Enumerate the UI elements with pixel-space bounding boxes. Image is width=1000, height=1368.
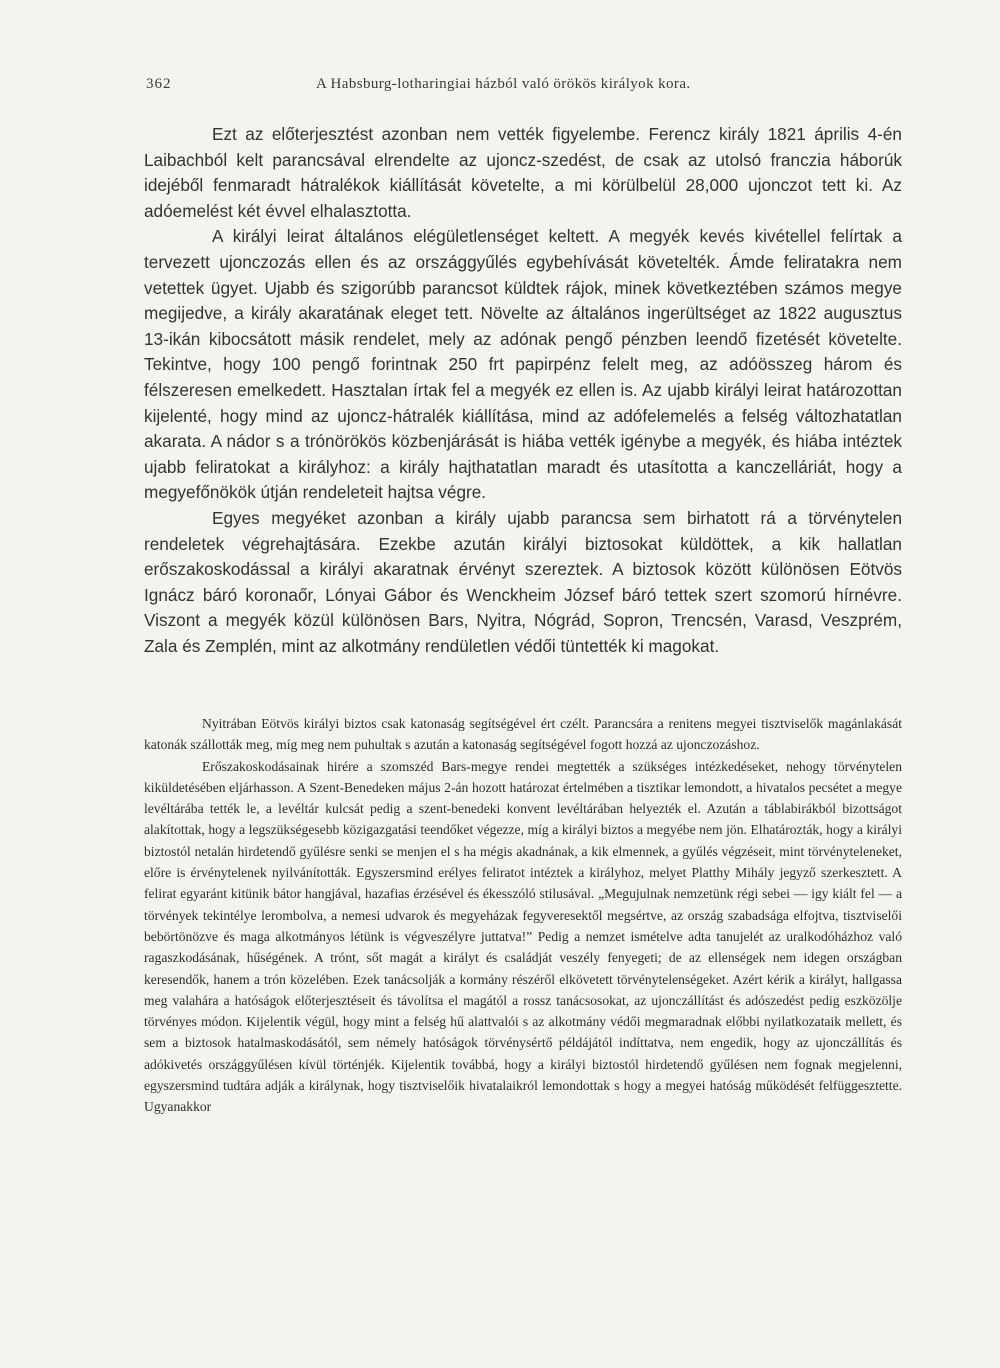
body-paragraph: Ezt az előterjesztést azonban nem vették figyelembe. Ferencz király 1821 április 4-én Laibachból kelt parancsával elrendelte az ujoncz-szedést, de csak az utolsó franczia háborúk idejéből fenmaradt hátralékok kiállítását követelte, a mi körülbelül 28,000 ujonczot tett ki. Az adóemelést két évvel elhalasztotta. [144, 124, 902, 221]
page-header [146, 76, 906, 100]
footnote-paragraph: Nyitrában Eötvös királyi biztos csak katonaság segítségével ért czélt. Parancsára a renitens megyei tisztviselők magánlakását katonák szállották meg, míg meg nem puhultak s azután a katonaság segítségével fogott hozzá az ujonczozáshoz. [144, 716, 902, 753]
running-title: A Habsburg-lotharingiai házból való örökös királyok kora. [316, 76, 691, 92]
body-paragraph: A királyi leirat általános elégületlenséget keltett. A megyék kevés kivétellel felírtak a tervezett ujonczozás ellen és az országgyűlés egybehívását követelték. Ámde feliratakra nem vetettek ügyet. Ujabb és szigorúbb parancsot küldtek rájok, minek következtében számos megye megijedve, a király akaratának eleget tett. Növelte az általános ingerültséget az 1822 augusztus 13-ikán kibocsátott másik rendelet, mely az adónak pengő pénzben leendő fizetését követelte. Tekintve, hogy 100 pengő forintnak 250 frt papirpénz felelt meg, az adóösszeg három és félszeresen emelkedett. Hasztalan írtak fel a megyék ez ellen is. Az ujabb királyi leirat határozottan kijelenté, hogy mind az ujoncz-hátralék kiállítása, mind az adófelemelés a felség változhatatlan akarata. A nádor s a trónörökös közbenjárását is hiába vették igénybe a megyék, és hiába intéztek ujabb feliratokat a királyhoz: a király hajthatatlan maradt és utasította a kanczelláriát, hogy a megyefőnökök útján rendeleteit hajtsa végre. [144, 226, 902, 503]
page-number: 362 [146, 76, 172, 92]
body-paragraph: Egyes megyéket azonban a király ujabb parancsa sem birhatott rá a törvénytelen rendeletek végrehajtására. Ezekbe azután királyi biztosokat küldöttek, a kik hallatlan erőszakoskodással a királyi akaratnak érvényt szereztek. A biztosok között különösen Eötvös Ignácz báró koronaőr, Lónyai Gábor és Wenckheim József báró tettek szert szomorú hírnévre. Viszont a megyék közül különösen Bars, Nyitra, Nógrád, Sopron, Trencsén, Varasd, Veszprém, Zala és Zemplén, mint az alkotmány rendületlen védői tüntették ki magokat. [144, 507, 902, 656]
footnote-paragraph: Erőszakoskodásainak hirére a szomszéd Bars-megye rendei megtették a szükséges intézkedéseket, nehogy törvénytelen kiküldetésében eljárhasson. A Szent-Benedeken május 2-án hozott határozat értelmében a tisztikar lemondott, a hivatalos pecsétet a megye levéltárába tették le, a levéltár kulcsát pedig a szent-benedeki konvent levéltárában helyezték el. Azután a táblabirákból bizottságot alakítottak, hogy a legszükségesebb közigazgatási teendőket végezze, míg a királyi biztos a megyébe nem jön. Elhatározták, hogy a királyi biztostól netalán hirdetendő gyűlésre senki se menjen el s ha mégis akadnának, a kik elmennek, a gyűlés végzéseit, mint törvényteleneket, előre is érvénytelenek nyilvánították. Egyszersmind erélyes feliratot intéztek a királyhoz, melyet Platthy Mihály jegyző szerkesztett. A felirat egyaránt kitünik bátor hangjával, hazafias érzésével és ékesszóló stilusával. „Megujulnak nemzetünk régi sebei — igy kiált fel — a törvények tekintélye lerombolva, a nemesi udvarok és megyeházak fegyveresektől megsértve, az ország szabadsága elfojtva, tisztviselői bebörtönözve és maga alkotmányos létünk is végveszélyre juttatva!” Pedig a nemzet ismételve adta tanujelét az uralkodóházhoz való ragaszkodásának, hűségének. A trónt, sőt magát a királyt és családját veszély fenyegeti; de az ellenségek nem idegen országban keresendők, hanem a trón közelében. Ezek tanácsolják a kormány részéről elkövetett törvénytelenségeket. Azért kérik a királyt, hallgassa meg valahára a hatóságok előterjesztéseit és távolítsa el magától a rossz tanácsosokat, az ujonczállítást és adószedést pedig eszközölje törvényes módon. Kijelentik végül, hogy mint a felség hű alattvalói s az alkotmány védői megmaradnak előbbi nyilatkozataik mellett, és sem a biztosok hatalmaskodásától, sem némely hatóságok törvénysértő példájától indíttatva, nem engedik, hogy az ujonczállítás és adókivetés országgyűlésen kívül történjék. Kijelentik továbbá, hogy a királyi biztostól hirdetendő gyűlésen nem fognak megjelenni, egyszersmind tudtára adják a királynak, hogy tisztviselőik hivatalaikról lemondottak s hogy a megyei hatóság működését felfüggesztette. Ugyanakkor [144, 758, 902, 1115]
footnotes [144, 713, 902, 1118]
main-text [144, 122, 902, 659]
